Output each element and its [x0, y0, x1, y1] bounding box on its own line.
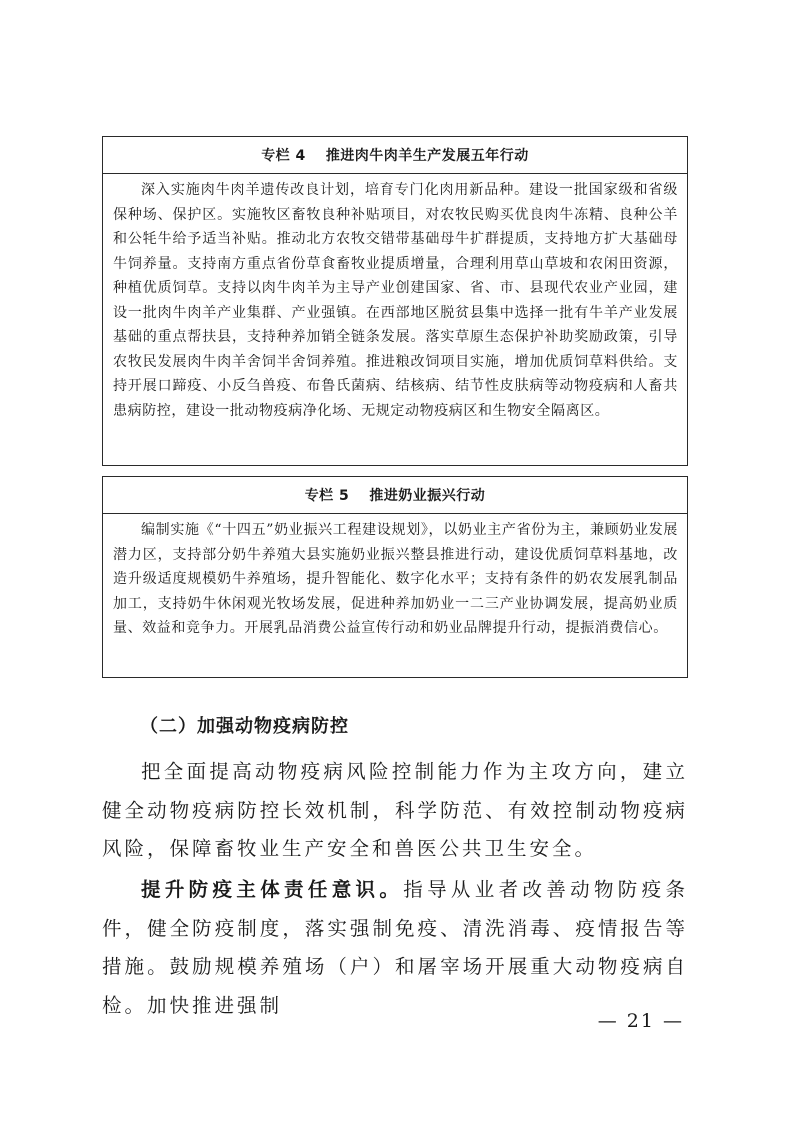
- section-heading: （二）加强动物疫病防控: [140, 716, 349, 737]
- column-box-5-body: 编制实施《“十四五”奶业振兴工程建设规划》，以奶业主产省份为主，兼顾奶业发展潜力区，支持部分奶牛养殖大县实施奶业振兴整县推进行动，建设优质饲草料基地，改造升级适度规模奶牛养殖场，提升智能化、数字化水平；支持有条件的奶农发展乳制品加工，支持奶牛休闲观光牧场发展，促进种养加奶业一二三产业协调发展，提高奶业质量、效益和竞争力。开展乳品消费公益宣传行动和奶业品牌提升行动，提振消费信心。: [113, 522, 678, 636]
- column-box-4-body: 深入实施肉牛肉羊遗传改良计划，培育专门化肉用新品种。建设一批国家级和省级保种场、保护区。实施牧区畜牧良种补贴项目，对农牧民购买优良肉牛冻精、良种公羊和公牦牛给予适当补贴。推动北方农牧交错带基础母牛扩群提质，支持地方扩大基础母牛饲养量。支持南方重点省份草食畜牧业提质增量，合理利用草山草坡和农闲田资源，种植优质饲草。支持以肉牛肉羊为主导产业创建国家、省、市、县现代农业产业园，建设一批肉牛肉羊产业集群、产业强镇。在西部地区脱贫县集中选择一批有牛羊产业发展基础的重点帮扶县，支持种养加销全链条发展。落实草原生态保护补助奖励政策，引导农牧民发展肉牛肉羊舍饲半舍饲养殖。推进粮改饲项目实施，增加优质饲草料供给。支持开展口蹄疫、小反刍兽疫、布鲁氏菌病、结核病、结节性皮肤病等动物疫病和人畜共患病防控，建设一批动物疫病净化场、无规定动物疫病区和生物安全隔离区。: [113, 182, 678, 419]
- column-box-4: [102, 136, 688, 466]
- column-box-5-title: 推进奶业振兴行动: [369, 488, 486, 504]
- column-box-4-number: 专栏 4: [261, 148, 306, 164]
- section-paragraph-2: [102, 871, 688, 1025]
- paragraph-text: 指导从业者改善动物防疫条件，健全防疫制度，落实强制免疫、清洗消毒、疫情报告等措施。鼓励规模养殖场（户）和屠宰场开展重大动物疫病自检。加快推进强制: [102, 878, 688, 1017]
- column-box-5-header: [103, 477, 687, 514]
- page-number: — 21 —: [597, 1010, 684, 1032]
- column-box-4-header: [103, 137, 687, 174]
- section-paragraph-1: 把全面提高动物疫病风险控制能力作为主攻方向，建立健全动物疫病防控长效机制，科学防范、有效控制动物疫病风险，保障畜牧业生产安全和兽医公共卫生安全。: [102, 760, 688, 860]
- paragraph-lead-phrase: 提升防疫主体责任意识。: [141, 878, 404, 901]
- column-box-4-title: 推进肉牛肉羊生产发展五年行动: [325, 148, 529, 164]
- column-box-5: [102, 476, 688, 678]
- column-box-5-number: 专栏 5: [304, 488, 350, 504]
